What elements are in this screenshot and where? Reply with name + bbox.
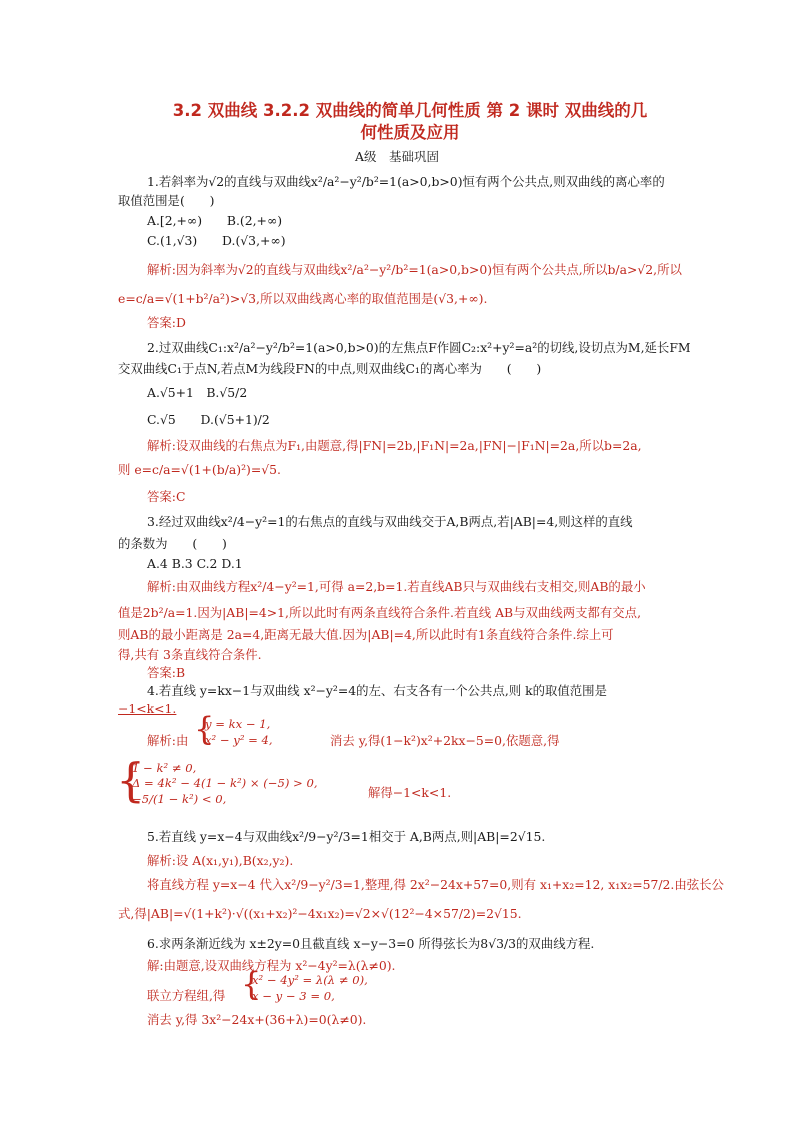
q2-options-2: C.√5 D.(√5+1)/2 xyxy=(147,412,270,427)
q1-options-2: C.(1,√3) D.(√3,+∞) xyxy=(147,233,286,248)
q6-solution-prefix: 联立方程组,得 xyxy=(147,988,226,1003)
q4-condition-brace: { xyxy=(116,753,146,807)
q3-solution-line-4: 得,共有 3条直线符合条件. xyxy=(118,647,262,662)
q2-stem-line-2: 交双曲线C₁于点N,若点M为线段FN的中点,则双曲线C₁的离心率为 ( ) xyxy=(118,361,542,376)
q4-condition-1: 1 − k² ≠ 0, xyxy=(132,761,197,775)
q6-solution-line-3: 消去 y,得 3x²−24x+(36+λ)=0(λ≠0). xyxy=(147,1012,367,1027)
q6-solution-line-1: 解:由题意,设双曲线方程为 x²−4y²=λ(λ≠0). xyxy=(147,958,396,973)
q4-answer-blank: −1<k<1. xyxy=(118,701,177,716)
q6-system-brace: { xyxy=(241,965,262,1003)
q6-system-eq-1: x² − 4y² = λ(λ ≠ 0), xyxy=(252,973,368,987)
q1-stem-line-2: 取值范围是( ) xyxy=(118,193,215,208)
q5-stem: 5.若直线 y=x−4与双曲线x²/9−y²/3=1相交于 A,B两点,则|AB|=2√15. xyxy=(147,829,546,844)
q4-condition-2: Δ = 4k² − 4(1 − k²) × (−5) > 0, xyxy=(132,776,318,790)
q2-answer: 答案:C xyxy=(147,489,186,504)
q1-options-1: A.[2,+∞) B.(2,+∞) xyxy=(147,213,283,228)
q4-solution-end: 解得−1<k<1. xyxy=(368,785,452,800)
q4-solution-middle: 消去 y,得(1−k²)x²+2kx−5=0,依题意,得 xyxy=(330,733,560,748)
q3-stem-line-2: 的条数为 ( ) xyxy=(118,536,227,551)
q4-system-brace: { xyxy=(194,710,215,748)
q1-solution-line-1: 解析:因为斜率为√2的直线与双曲线x²/a²−y²/b²=1(a>0,b>0)恒有两个公共点,所以b/a>√2,所以 xyxy=(147,262,682,277)
title-line-1: 3.2 双曲线 3.2.2 双曲线的简单几何性质 第 2 课时 双曲线的几 xyxy=(172,101,648,120)
q4-system-eq-1: y = kx − 1, xyxy=(205,717,271,731)
q6-system-eq-2: x − y − 3 = 0, xyxy=(252,989,335,1003)
q1-answer: 答案:D xyxy=(147,315,186,330)
q2-stem-line-1: 2.过双曲线C₁:x²/a²−y²/b²=1(a>0,b>0)的左焦点F作圆C₂:x²+y²=a²的切线,设切点为M,延长FM xyxy=(147,340,691,355)
q5-solution-line-1: 解析:设 A(x₁,y₁),B(x₂,y₂). xyxy=(147,853,294,868)
q2-solution-line-2: 则 e=c/a=√(1+(b/a)²)=√5. xyxy=(118,462,281,477)
level-heading: A级 基础巩固 xyxy=(354,149,440,164)
q4-solution-prefix: 解析:由 xyxy=(147,733,189,748)
q2-solution-line-1: 解析:设双曲线的右焦点为F₁,由题意,得|FN|=2b,|F₁N|=2a,|FN|−|F₁N|=2a,所以b=2a, xyxy=(147,438,642,453)
q3-options: A.4 B.3 C.2 D.1 xyxy=(147,556,243,571)
q1-stem-line-1: 1.若斜率为√2的直线与双曲线x²/a²−y²/b²=1(a>0,b>0)恒有两个公共点,则双曲线的离心率的 xyxy=(147,174,665,189)
q4-system-eq-2: x² − y² = 4, xyxy=(205,733,273,747)
q5-solution-line-2: 将直线方程 y=x−4 代入x²/9−y²/3=1,整理,得 2x²−24x+57=0,则有 x₁+x₂=12, x₁x₂=57/2.由弦长公 xyxy=(147,877,724,892)
q4-condition-3: −5/(1 − k²) < 0, xyxy=(132,792,227,806)
q6-stem: 6.求两条渐近线为 x±2y=0且截直线 x−y−3=0 所得弦长为8√3/3的双曲线方程. xyxy=(147,936,595,951)
q4-stem-line-1: 4.若直线 y=kx−1与双曲线 x²−y²=4的左、右支各有一个公共点,则 k的取值范围是 xyxy=(147,683,607,698)
q2-options-1: A.√5+1 B.√5/2 xyxy=(147,385,248,400)
q3-stem-line-1: 3.经过双曲线x²/4−y²=1的右焦点的直线与双曲线交于A,B两点,若|AB|=4,则这样的直线 xyxy=(147,514,633,529)
title-line-2: 何性质及应用 xyxy=(360,123,460,142)
q5-solution-line-3: 式,得|AB|=√(1+k²)·√((x₁+x₂)²−4x₁x₂)=√2×√(12²−4×57/2)=2√15. xyxy=(118,906,522,921)
q1-solution-line-2: e=c/a=√(1+b²/a²)>√3,所以双曲线离心率的取值范围是(√3,+∞). xyxy=(118,291,488,306)
q3-solution-line-1: 解析:由双曲线方程x²/4−y²=1,可得 a=2,b=1.若直线AB只与双曲线右支相交,则AB的最小 xyxy=(147,579,646,594)
q3-answer: 答案:B xyxy=(147,665,186,680)
q3-solution-line-2: 值是2b²/a=1.因为|AB|=4>1,所以此时有两条直线符合条件.若直线 AB与双曲线两支都有交点, xyxy=(118,605,642,620)
q3-solution-line-3: 则AB的最小距离是 2a=4,距离无最大值.因为|AB|=4,所以此时有1条直线符合条件.综上可 xyxy=(118,627,614,642)
